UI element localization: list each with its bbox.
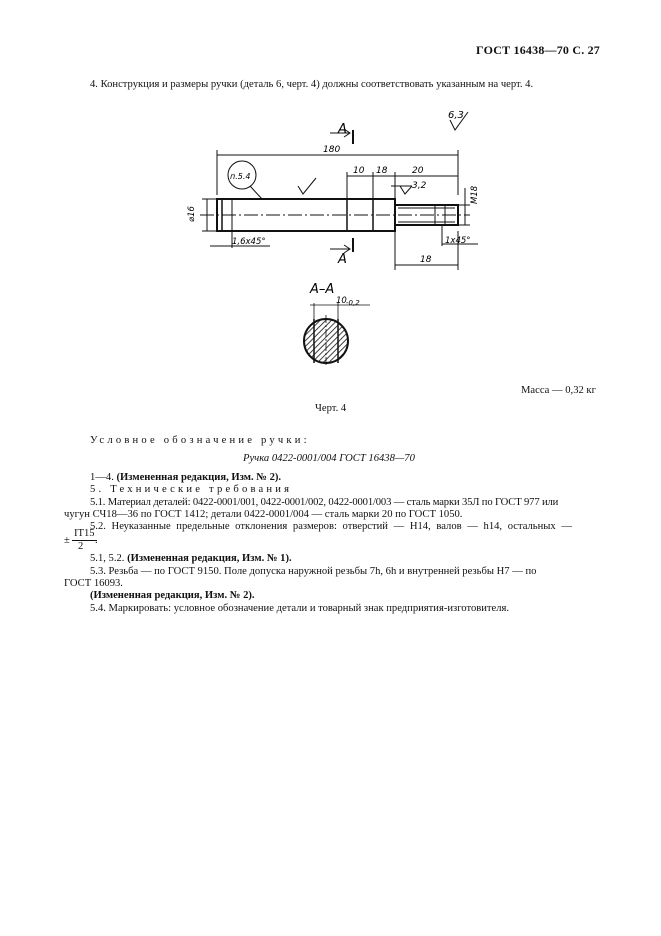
tech-req-heading-text: 5. Технические требования xyxy=(90,484,293,495)
fraction-numerator: IT15 xyxy=(74,528,95,539)
line-amend-2: (Измененная редакция, Изм. № 2). xyxy=(90,590,255,601)
line-5-1: 5.1. Материал деталей: 0422-0001/001, 0422-0001/002, 0422-0001/003 — сталь марки 35Л по ГОСТ 977 или xyxy=(90,497,559,508)
roughness-general: 6,3 xyxy=(448,110,464,121)
roughness-thread: 3,2 xyxy=(412,181,427,191)
dim-total: 180 xyxy=(323,145,341,155)
line-6-prefix: 5.1, 5.2. xyxy=(90,553,128,564)
designation-label: Условное обозначение ручки: xyxy=(90,435,310,446)
section-tolerance: -0,2 xyxy=(346,299,360,307)
fraction-pm: ± xyxy=(64,535,70,546)
thread-size: М18 xyxy=(470,185,480,204)
page-header: ГОСТ 16438—70 С. 27 xyxy=(476,43,600,57)
line-1-bold: (Измененная редакция, Изм. № 2). xyxy=(116,472,282,483)
section-title: А–А xyxy=(310,282,335,297)
line-5-2: 5.2. Неуказанные предельные отклонения размеров: отверстий — H14, валов — h14, остальных — xyxy=(90,521,572,532)
dim-20: 20 xyxy=(412,166,424,176)
dim-10: 10 xyxy=(353,166,365,176)
section-a-a xyxy=(280,275,380,375)
note-reference: п.5.4 xyxy=(230,172,251,181)
figure-caption: Черт. 4 xyxy=(315,403,347,414)
line-6-bold: (Измененная редакция, Изм. № 1). xyxy=(127,553,292,564)
chamfer-right: 1x45° xyxy=(445,236,471,246)
mass-label: Масса — 0,32 кг xyxy=(521,385,596,396)
dim-18-bottom: 18 xyxy=(420,255,432,265)
line-6 xyxy=(90,552,292,565)
fraction-denominator: 2 xyxy=(78,541,84,552)
section-marker-bottom: А xyxy=(338,252,347,267)
line-1-prefix: 1—4. xyxy=(90,472,117,483)
section-dim: 10 xyxy=(336,296,347,306)
tech-req-heading xyxy=(90,483,292,496)
line-5-3-cont: ГОСТ 16093. xyxy=(64,578,123,589)
dim-18-top: 18 xyxy=(376,166,388,176)
diameter-dim: ⌀16 xyxy=(187,206,197,222)
fraction-end: . xyxy=(95,535,98,546)
line-5-4: 5.4. Маркировать: условное обозначение детали и товарный знак предприятия-изготовителя. xyxy=(90,603,510,614)
designation: Ручка 0422-0001/004 ГОСТ 16438—70 xyxy=(243,453,415,464)
chamfer-left: 1,6x45° xyxy=(232,237,266,247)
section-marker-top: А xyxy=(338,122,347,137)
line-5-3: 5.3. Резьба — по ГОСТ 9150. Поле допуска наружной резьбы 7h, 6h и внутренней резьбы H7 — по xyxy=(90,566,537,577)
line-5-1-cont: чугун СЧ18—36 по ГОСТ 1412; детали 0422-0001/004 — сталь марки 20 по ГОСТ 1050. xyxy=(64,509,463,520)
intro-paragraph: 4. Конструкция и размеры ручки (деталь 6, черт. 4) должны соответствовать указанным на черт. 4. xyxy=(90,79,534,90)
